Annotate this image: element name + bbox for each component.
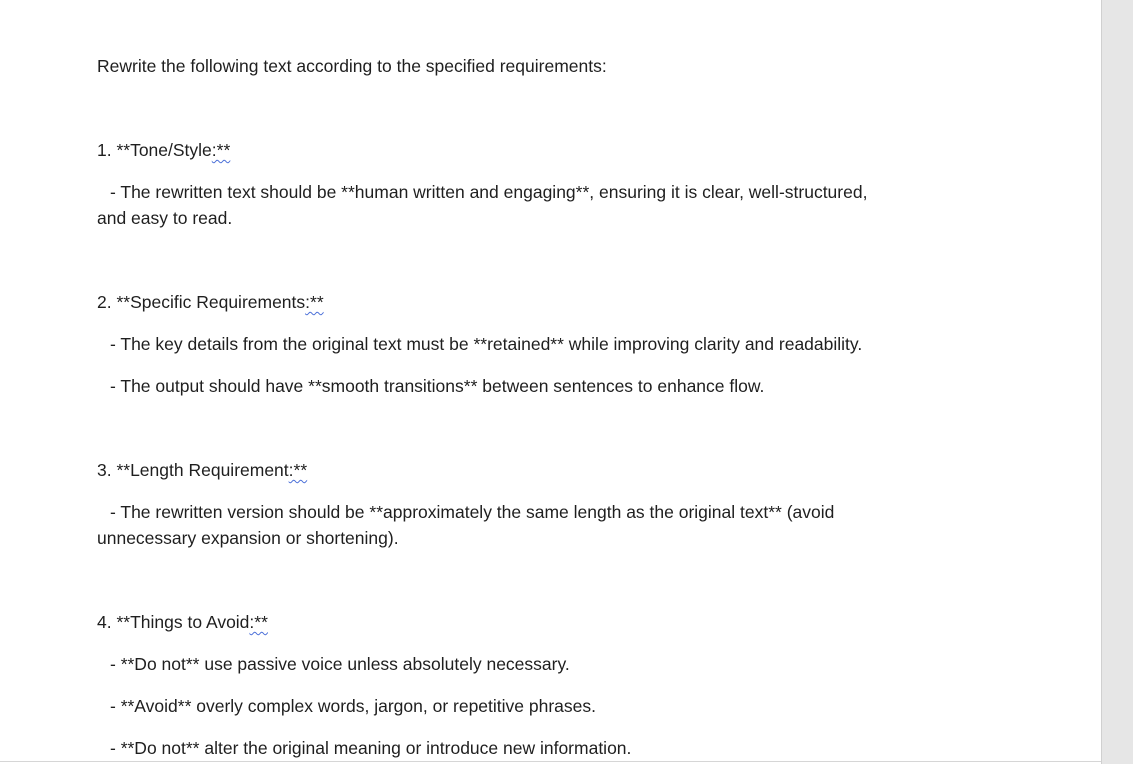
section-4-heading	[97, 609, 268, 635]
section-1-bullet-1-continued: and easy to read.	[97, 208, 233, 228]
section-3-spellcheck-mark: :**	[288, 460, 308, 480]
section-3-bullet-1-continued: unnecessary expansion or shortening).	[97, 528, 399, 548]
section-1-spellcheck-mark: :**	[211, 140, 231, 160]
section-2-spellcheck-mark: :**	[305, 292, 324, 312]
intro-paragraph: Rewrite the following text according to the specified requirements:	[97, 56, 607, 76]
section-3-bullet-1: - The rewritten version should be **approximately the same length as the original text** (avoid	[110, 502, 835, 522]
section-2-bullet-1: - The key details from the original text must be **retained** while improving clarity and readability.	[110, 334, 863, 354]
section-3-heading-text: 3. **Length Requirement	[97, 460, 289, 480]
section-2-bullet-2: - The output should have **smooth transitions** between sentences to enhance flow.	[110, 376, 765, 396]
section-2-heading	[97, 289, 324, 315]
page-bottom-divider	[0, 761, 1101, 762]
section-4-bullet-3: - **Do not** alter the original meaning or introduce new information.	[110, 738, 632, 758]
section-4-bullet-2: - **Avoid** overly complex words, jargon, or repetitive phrases.	[110, 696, 597, 716]
section-2-heading-text: 2. **Specific Requirements	[97, 292, 306, 312]
section-3-heading	[97, 457, 307, 483]
section-1-heading-text: 1. **Tone/Style	[97, 140, 212, 160]
section-4-bullet-1: - **Do not** use passive voice unless absolutely necessary.	[110, 654, 570, 674]
vertical-scrollbar[interactable]	[1101, 0, 1133, 764]
section-4-spellcheck-mark: :**	[249, 612, 268, 632]
section-1-heading	[97, 137, 230, 163]
section-4-heading-text: 4. **Things to Avoid	[97, 612, 250, 632]
section-1-bullet-1: - The rewritten text should be **human written and engaging**, ensuring it is clear, well-structured,	[110, 182, 868, 202]
